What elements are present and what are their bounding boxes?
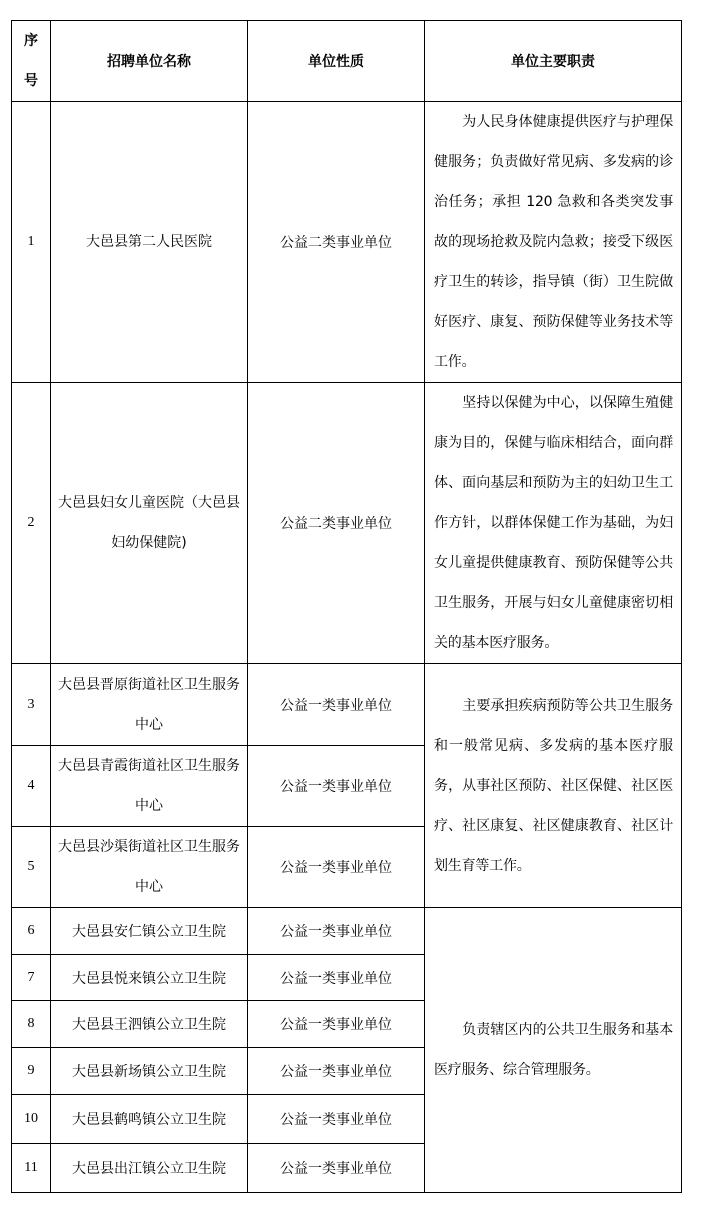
row-unit-duty — [425, 102, 682, 383]
header-unit-nature: 单位性质 — [248, 21, 425, 102]
header-unit-name: 招聘单位名称 — [51, 21, 248, 102]
row-unit-name: 大邑县妇女儿童医院（大邑县妇幼保健院) — [51, 383, 248, 664]
row-unit-nature: 公益二类事业单位 — [248, 102, 425, 383]
row-unit-name: 大邑县鹤鸣镇公立卫生院 — [51, 1095, 248, 1144]
row-seq: 5 — [12, 827, 51, 908]
duty-text: 负责辖区内的公共卫生服务和基本医疗服务、综合管理服务。 — [434, 1022, 673, 1078]
row-unit-nature: 公益一类事业单位 — [248, 1048, 425, 1095]
row-unit-name: 大邑县第二人民医院 — [51, 102, 248, 383]
row-unit-duty-merged — [425, 664, 682, 908]
row-unit-name: 大邑县沙渠街道社区卫生服务中心 — [51, 827, 248, 908]
duty-text: 主要承担疾病预防等公共卫生服务和一般常见病、多发病的基本医疗服务，从事社区预防、社区保健、社区医疗、社区康复、社区健康教育、社区计划生育等工作。 — [434, 697, 673, 874]
row-unit-name: 大邑县出江镇公立卫生院 — [51, 1144, 248, 1193]
header-seq-line2: 号 — [24, 73, 38, 89]
row-unit-nature: 公益一类事业单位 — [248, 827, 425, 908]
row-unit-nature: 公益一类事业单位 — [248, 746, 425, 827]
row-unit-name: 大邑县悦来镇公立卫生院 — [51, 955, 248, 1001]
header-unit-duty: 单位主要职责 — [425, 21, 682, 102]
row-seq: 4 — [12, 746, 51, 827]
row-unit-nature: 公益一类事业单位 — [248, 908, 425, 955]
row-seq: 11 — [12, 1144, 51, 1193]
header-row — [12, 21, 682, 102]
row-unit-name: 大邑县王泗镇公立卫生院 — [51, 1001, 248, 1048]
row-unit-nature: 公益二类事业单位 — [248, 383, 425, 664]
row-seq: 1 — [12, 102, 51, 383]
table-row — [12, 383, 682, 664]
row-unit-nature: 公益一类事业单位 — [248, 955, 425, 1001]
row-unit-nature: 公益一类事业单位 — [248, 1095, 425, 1144]
row-seq: 3 — [12, 664, 51, 746]
row-unit-duty-merged — [425, 908, 682, 1193]
row-unit-name: 大邑县新场镇公立卫生院 — [51, 1048, 248, 1095]
table-row — [12, 102, 682, 383]
row-seq: 6 — [12, 908, 51, 955]
row-unit-name: 大邑县安仁镇公立卫生院 — [51, 908, 248, 955]
row-seq: 7 — [12, 955, 51, 1001]
row-unit-duty — [425, 383, 682, 664]
row-unit-name: 大邑县青霞街道社区卫生服务中心 — [51, 746, 248, 827]
row-seq: 10 — [12, 1095, 51, 1144]
duty-text: 为人民身体健康提供医疗与护理保健服务；负责做好常见病、多发病的诊治任务；承担 120 急救和各类突发事故的现场抢救及院内急救；接受下级医疗卫生的转诊，指导镇（街）卫生院做好医疗、康复、预防保健等业务技术等工作。 — [434, 114, 673, 370]
table-row — [12, 908, 682, 955]
row-seq: 9 — [12, 1048, 51, 1095]
row-unit-nature: 公益一类事业单位 — [248, 1001, 425, 1048]
header-seq — [12, 21, 51, 102]
row-seq: 8 — [12, 1001, 51, 1048]
row-unit-nature: 公益一类事业单位 — [248, 1144, 425, 1193]
table-row — [12, 664, 682, 746]
row-unit-nature: 公益一类事业单位 — [248, 664, 425, 746]
duty-text: 坚持以保健为中心，以保障生殖健康为目的，保健与临床相结合，面向群体、面向基层和预防为主的妇幼卫生工作方针，以群体保健工作为基础，为妇女儿童提供健康教育、预防保健等公共卫生服务，开展与妇女儿童健康密切相关的基本医疗服务。 — [434, 395, 673, 651]
header-seq-line1: 序 — [24, 33, 38, 49]
row-seq: 2 — [12, 383, 51, 664]
recruitment-units-table — [11, 20, 682, 1193]
row-unit-name: 大邑县晋原街道社区卫生服务中心 — [51, 664, 248, 746]
